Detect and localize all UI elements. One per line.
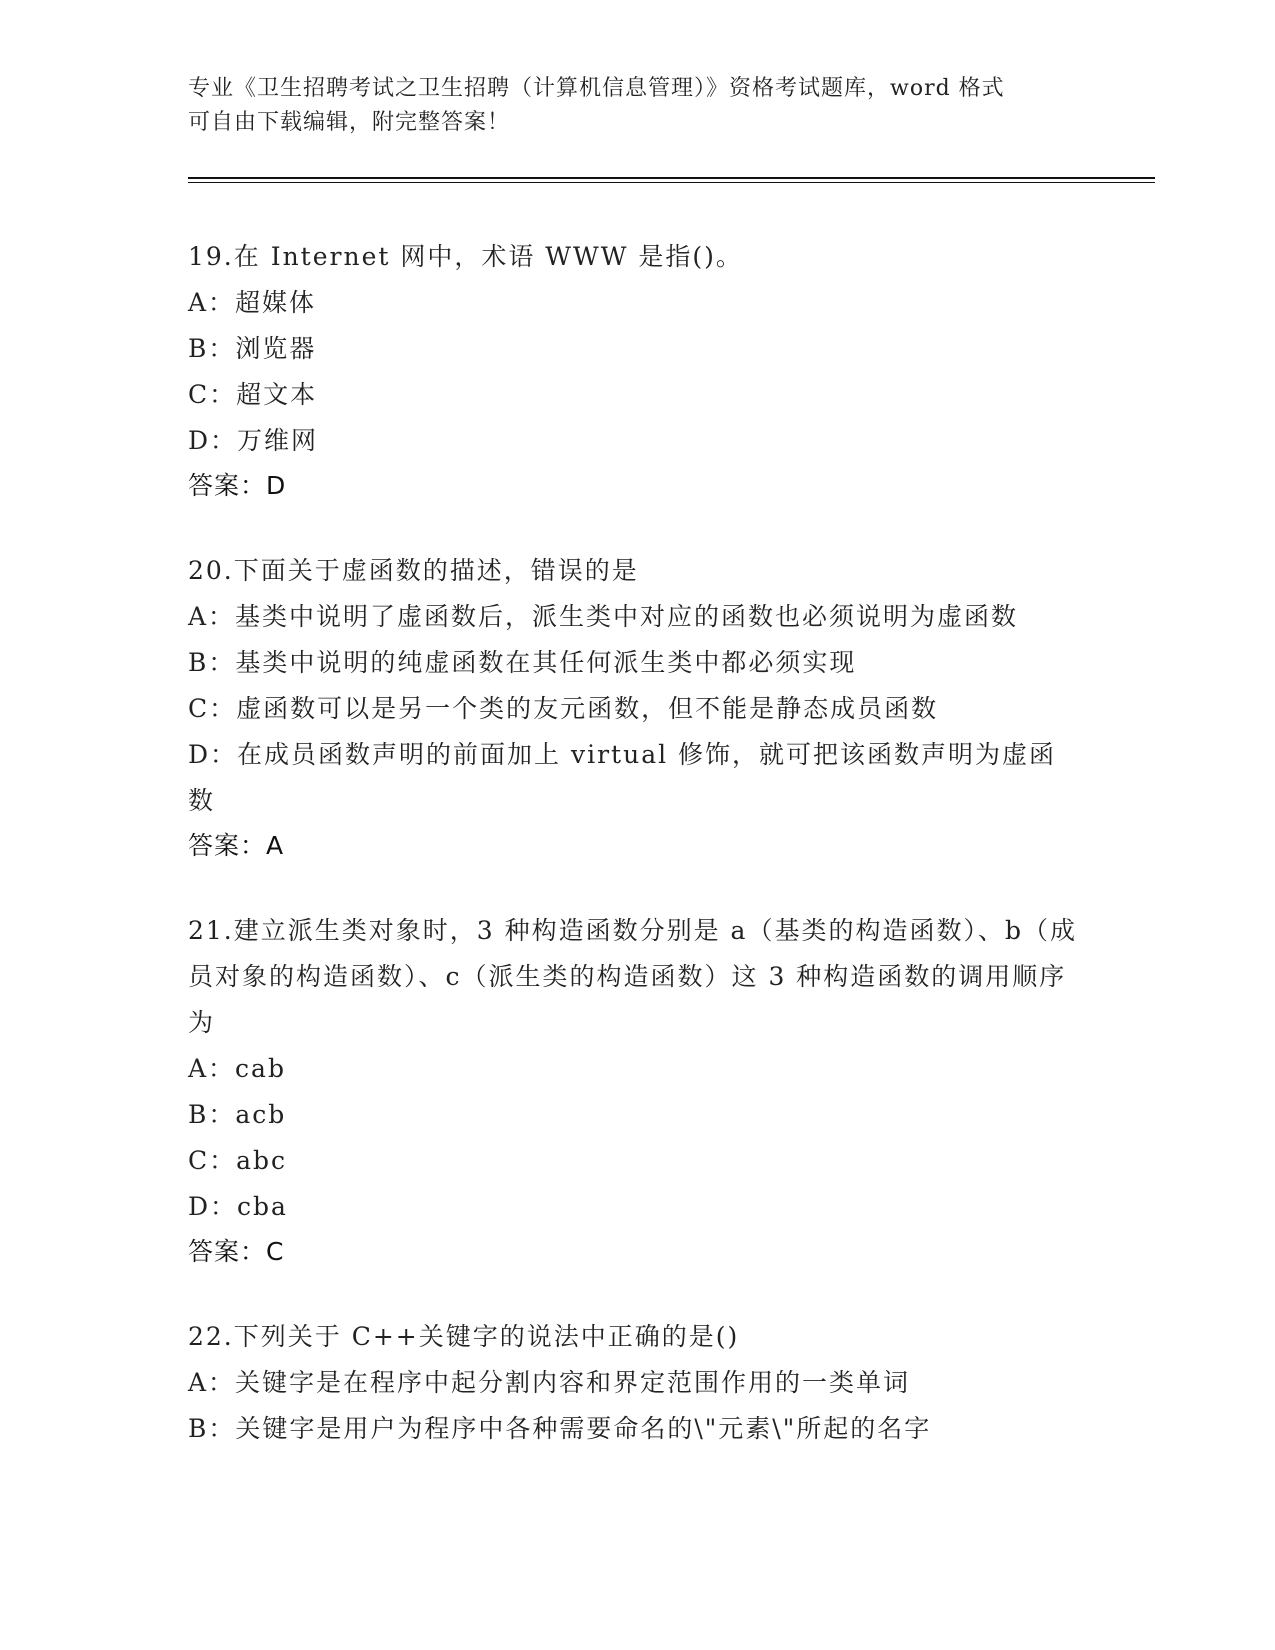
answer-line: 答案：C [188, 1237, 285, 1266]
option-b: B：acb [188, 1100, 287, 1129]
option-d: D：cba [188, 1192, 288, 1221]
question-stem: 22.下列关于 C++关键字的说法中正确的是() [188, 1322, 740, 1351]
header-divider-thick [188, 177, 1155, 179]
option-d: D：万维网 [188, 426, 319, 455]
question-stem: 20.下面关于虚函数的描述，错误的是 [188, 556, 639, 585]
question-stem: 21.建立派生类对象时，3 种构造函数分别是 a（基类的构造函数）、b（成员对象的构造函数）、c（派生类的构造函数）这 3 种构造函数的调用顺序为 [188, 916, 1077, 1037]
option-b: B：基类中说明的纯虚函数在其任何派生类中都必须实现 [188, 648, 857, 677]
option-a: A：cab [188, 1054, 286, 1083]
option-b: B：关键字是用户为程序中各种需要命名的\"元素\"所起的名字 [188, 1414, 932, 1443]
document-header [188, 72, 1068, 140]
option-a: A：基类中说明了虚函数后，派生类中对应的函数也必须说明为虚函数 [188, 602, 1019, 631]
question-stem: 19.在 Internet 网中，术语 WWW 是指()。 [188, 242, 743, 271]
answer-line: 答案：D [188, 471, 287, 500]
answer-line: 答案：A [188, 831, 285, 860]
option-c: C：超文本 [188, 380, 318, 409]
question-21 [188, 908, 1088, 1274]
option-c: C：虚函数可以是另一个类的友元函数，但不能是静态成员函数 [188, 694, 939, 723]
option-b: B：浏览器 [188, 334, 317, 363]
question-list [188, 234, 1088, 1492]
option-a: A：超媒体 [188, 288, 317, 317]
header-line-1: 专业《卫生招聘考试之卫生招聘（计算机信息管理）》资格考试题库，word 格式 [188, 76, 1005, 101]
option-d: D：在成员函数声明的前面加上 virtual 修饰，就可把该函数声明为虚函数 [188, 740, 1057, 815]
option-a: A：关键字是在程序中起分割内容和界定范围作用的一类单词 [188, 1368, 911, 1397]
header-line-2: 可自由下载编辑，附完整答案！ [188, 110, 511, 135]
question-19 [188, 234, 1088, 508]
option-c: C：abc [188, 1146, 288, 1175]
question-20 [188, 548, 1088, 868]
question-22 [188, 1314, 1088, 1452]
header-divider-thin [188, 182, 1155, 183]
